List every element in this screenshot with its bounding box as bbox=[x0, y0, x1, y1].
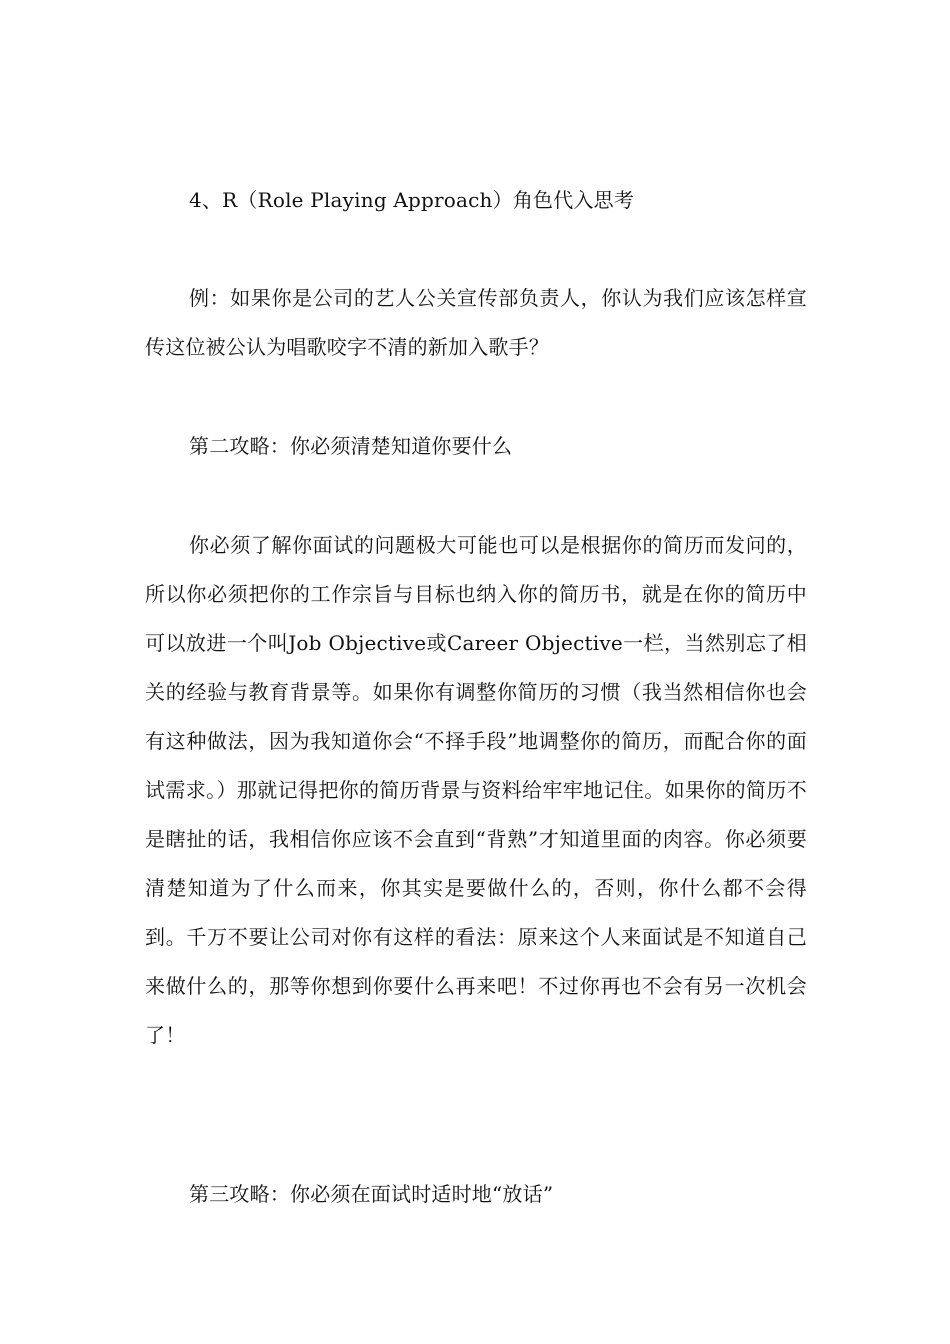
section-heading-strategy-three: 第三攻略：你必须在面试时适时地“放话” bbox=[189, 1182, 554, 1206]
section-heading-role-playing: 4、R（Role Playing Approach）角色代入思考 bbox=[189, 188, 635, 212]
body-paragraph: 你必须了解你面试的问题极大可能也可以是根据你的简历而发问的，所以你必须把你的工作宗旨与目标也纳入你的简历书，就是在你的简历中可以放进一个叫Job Objective或Career Objective一栏，当然别忘了相关的经验与教育背景等。如果你有调整你简历的习惯（我当然相信你也会有这种做法，因为我知道你会“不择手段”地调整你的简历，而配合你的面试需求。）那就记得把你的简历背景与资料给牢牢地记住。如果你的简历不是瞎扯的话，我相信你应该不会直到“背熟”才知道里面的肉容。你必须要清楚知道为了什么而来，你其实是要做什么的，否则，你什么都不会得到。千万不要让公司对你有这样的看法：原来这个人来面试是不知道自己来做什么的，那等你想到你要什么再来吧！不过你再也不会有另一次机会了！ bbox=[145, 533, 807, 1047]
section-heading-strategy-two: 第二攻略：你必须清楚知道你要什么 bbox=[189, 434, 513, 458]
example-paragraph: 例：如果你是公司的艺人公关宣传部负责人，你认为我们应该怎样宣传这位被公认为唱歌咬字不清的新加入歌手？ bbox=[145, 286, 807, 359]
